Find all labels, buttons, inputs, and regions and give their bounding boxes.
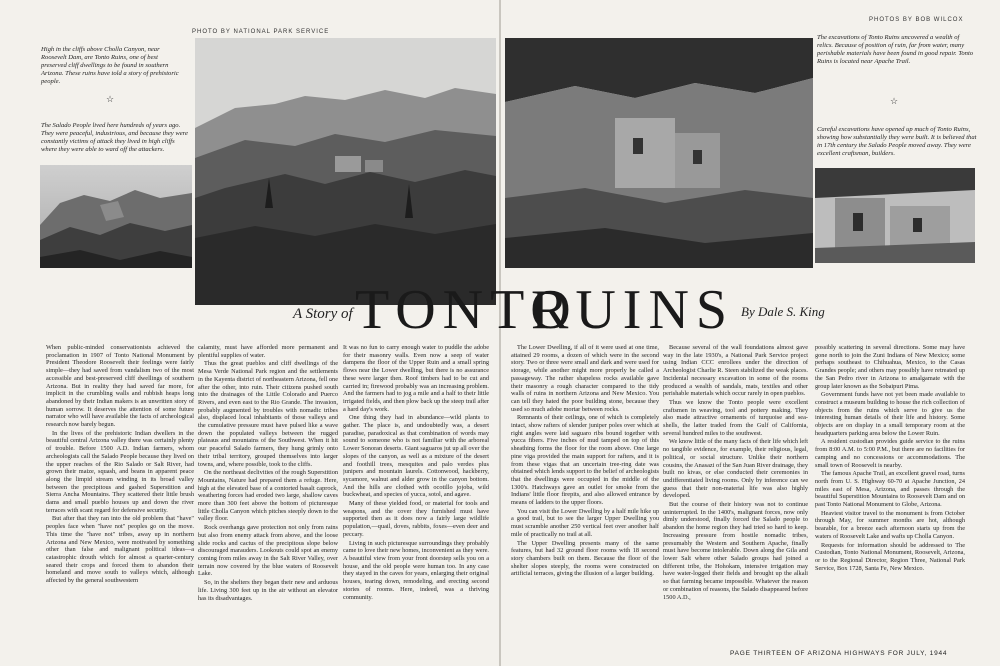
- cliff-ruins-photo-left: [195, 38, 496, 305]
- text-column-1: [46, 344, 194, 649]
- caption-careful-excavations: Careful excavations have opened up much of Tonto Ruins, showing how substantially they were built. It is believed that in 17th century the Salado People moved away. They were excellent craftsman, builders.: [817, 126, 977, 157]
- paragraph: But the course of their history was not to continue uninterrupted. In the 1400's, malignant forces, now only dimly understood, finally forced the Salado people to abandon the home region they had tried so hard to keep. Increasing pressure from hostile nomadic tribes, presumably the Western and Southern Apache, finally must have become intolerable. Down along the Gila and lower Salt where other Salado groups had joined a different tribe, the Hohokam, intensive irrigation may have water-logged their fields and brought up the alkali so that farming became impossible. Whatever the reason or combination of reasons, the Salado disappeared before 1500 A.D.,: [663, 501, 808, 601]
- text-column-3: [343, 344, 489, 649]
- paragraph: Rock overhangs gave protection not only from rains but also from enemy attack from above, and the loose slide rocks and cactus of the precipitous slope below discouraged marauders. Lookouts could spot an enemy coming from miles away in the Salt River Valley, over terrain now covered by the blue waters of Roosevelt Lake.: [198, 524, 338, 578]
- title-prefix: A Story of: [293, 306, 353, 322]
- paragraph: Living in such picturesque surroundings they probably came to love their new homes, inconvenient as they were. A beautiful view from your front doorstep sells you on a house, and the old people were human too. In any case they stayed in the caves for years, enlarging their original houses, tearing down, remodeling, and erecting second stories of rooms. Here, indeed, was a thriving community.: [343, 539, 489, 601]
- paragraph: Heaviest visitor travel to the monument is from October through May, for summer months are hot, although bearable, for a breeze each afternoon starts up from the waters of Roosevelt Lake and wafts up Cholla Canyon.: [815, 509, 965, 540]
- cliff-photo-small: [40, 165, 192, 268]
- paragraph: On the northeast declivities of the rough Superstition Mountains, Nature had prepared them a refuge. Here, high at the elevated base of a contorted basalt caprock, weathering forces had eroded two large, shallow caves more than 300 feet above the bottom of picturesque little Cholla Canyon which pitches steeply down to the valley floor.: [198, 469, 338, 523]
- paragraph: When public-minded conservationists achieved the proclamation in 1907 of Tonto National Monument by President Theodore Roosevelt their feelings were fairly simple—they had saved from vandalism two of the most accessible and best-preserved cliff dwellings of southern Arizona. But in reality they had saved far more, for implicit in the crumbling walls and rubbish heaps long abandoned by their Indian makers is an unwritten story of human sorrow. It deserves the attention of some future narrator who will have available the facts of archeological research now barely begun.: [46, 344, 194, 429]
- paragraph: Government funds have not yet been made available to construct a museum building to house the rich collection of objects from the ruins which serve to give us the interesting human details of their life and history. Some objects are on display in a small temporary room at the headquarters parking area below the Lower Ruin.: [815, 391, 965, 437]
- paragraph: The Lower Dwelling, if all of it were used at one time, attained 29 rooms, a dozen of which were in the second story. Two or three were small and dark and were used for storage, while another might more properly be called a passageway. The rather shapeless rocks available gave their masonry a rough character compared to the tidy walls of ruins in northern Arizona and New Mexico. You can tell they hated the poor building stone, because they used so much adobe mortar between rocks.: [511, 344, 659, 413]
- paragraph: So, in the shelters they began their new and arduous life. Living 300 feet up in the air without an elevator has its disadvantages.: [198, 579, 338, 602]
- paragraph: The famous Apache Trail, an excellent gravel road, turns north from U. S. Highway 60-70 at Apache Junction, 24 miles east of Mesa, Arizona, and passes through the beautiful Superstition Mountains to Roosevelt Dam and on past Tonto National Monument to Globe, Arizona.: [815, 470, 965, 509]
- paragraph: But after that they ran into the old problem that "have" peoples face when "have not" peoples go on the move. This time the "have not" tribes, away up in northern Arizona and New Mexico, were motivated by something other than false and malignant political ideas—a catastrophic drouth which for almost a quarter-century seared their crops and forced them to abandon their homeland and move south to valleys which, although affected by the general southwestern: [46, 515, 194, 585]
- paragraph: Thus we know the Tonto people were excellent craftsmen in weaving, tool and pottery making. They also made attractive ornaments of turquoise and sea-shells, the latter traded from the Gulf of California, several hundred miles to the southwest.: [663, 398, 808, 437]
- paragraph: calamity, must have afforded more permanent and plentiful supplies of water.: [198, 344, 338, 359]
- photo-credit-right: PHOTOS BY BOB WILCOX: [869, 17, 964, 23]
- author-byline: By Dale S. King: [741, 304, 825, 319]
- title-word-ruins: RUINS: [531, 279, 735, 341]
- text-column-5: [663, 344, 808, 649]
- caption-salado-people: The Salado People lived here hundreds of years ago. They were peaceful, industrious, and because they were constantly victims of attack they lived in high cliffs where they were able to ward off the attackers.: [41, 122, 188, 153]
- paragraph: One thing they had in abundance—wild plants to gather. The place is, and undoubtedly was, a desert paradise, paradoxical as that combination of words may sound to someone who is not familiar with the arboreal Lower Sonoran deserts. Giant saguaros jut up all over the slopes of the canyon, as well as a mixture of the desert and foothill trees, mesquites and palo verdes plus junipers and mountain laurels. Cottonwood, hackberry, sycamore, walnut and alder grow in the canyon bottom. And the hills are clothed with ocotillo jojoba, wild buckwheat, and species of yucca, sotol, and agave.: [343, 414, 489, 499]
- star-ornament-icon: ☆: [890, 96, 899, 106]
- paragraph: Thus the great pueblos and cliff dwellings of the Mesa Verde National Park region and the settlements in the Kayenta district of northeastern Arizona, fell one after the other, into ruin. Their citizens pushed south into the drainages of the Little Colorado and Puerco Rivers, and even east to the Rio Grande. The invasion, probably augmented by troubles with nomadic tribes also, displaced local inhabitants of those valleys and the cumulative pressure must have pulsed like a wave down the populated valleys between the rugged plateaus and mountains of the Southwest. When it hit our peaceful Salado farmers, they hung grimly onto their tribal territory, grouped themselves into larger towns, and, where possible, took to the cliffs.: [198, 360, 338, 468]
- paragraph: Because several of the wall foundations almost gave way in the late 1930's, a National Park Service project using Indian CCC enrollees under the direction of Archeologist Charlie R. Steen stabilized the weak places. Incidental necessary excavation in some of the rooms produced a wealth of sandals, mats, textiles and other perishable materials which occur rarely in open pueblos.: [663, 344, 808, 398]
- ruin-walls-photo-small: [815, 168, 975, 263]
- paragraph: You can visit the Lower Dwelling by a half mile hike up a good trail, but to see the larger Upper Dwelling you must scramble another 250 vertical feet over another half mile of practically no trail at all.: [511, 507, 659, 538]
- text-column-2: [198, 344, 338, 649]
- paragraph: In the lives of the prehistoric Indian dwellers in the beautiful central Arizona valley there was certainly plenty of trouble. Before 1500 A.D. Indian farmers, whom archeologists call the Salado People because they lived on the upper reaches of the Rio Salado or Salt River, had grown their maize, squash, and beans in apparent peace along the limpid stream winding in its broad valley between the precipitous and gashed Superstition and Sierra Ancha Mountains. They scattered their little brush dams and small pueblo houses up and down the river terraces with scant regard for defensive security.: [46, 429, 194, 514]
- caption-excavations: The excavations of Tonto Ruins uncovered a wealth of relics. Because of position of ruin, far from water, many perishable materials have been found in good repair. Tonto Ruins is located near Apache Trail.: [817, 34, 974, 65]
- caption-cliffs: High in the cliffs above Cholla Canyon, near Roosevelt Dam, are Tonto Ruins, one of best preserved cliff dwellings to be found in southern Arizona. These ruins have told a story of prehistoric people.: [41, 46, 179, 85]
- star-ornament-icon: ☆: [106, 94, 115, 104]
- photo-credit-left: PHOTO BY NATIONAL PARK SERVICE: [192, 29, 330, 35]
- title-word-tonto: TONTO: [355, 279, 578, 341]
- paragraph: A resident custodian provides guide service to the ruins from 8:00 A.M. to 5:00 P.M., but there are no facilities for camping and no concessions or accommodations. The small town of Roosevelt is nearby.: [815, 438, 965, 469]
- paragraph: Remnants of their ceilings, one of which is completely intact, show rafters of slender juniper poles over which at right angles were laid saguaro ribs bound together with yucca fibers. Five inches of mud tamped on top of this sheathing forms the floor for the room above. One large pine viga provided the main support for rafters, and it is from these vigas that an uncertain tree-ring date was obtained which lends support to the belief of archeologists that the dwellings were occupied in the middle of the 1300's. Hatchways gave an outlet for smoke from the Indians' little floor firepits, and also allowed entrance by means of ladders to the upper floors.: [511, 414, 659, 507]
- paragraph: It was no fun to carry enough water to puddle the adobe for their masonry walls. Even now a seep of water dampens the floor of the Upper Ruin and a small spring flows near the Lower dwelling, but there is no assurance these were larger then. Roof timbers had to be cut and carried in; firewood probably was an increasing problem. And the farmers had to jog a mile and a half to their little irrigated fields, and then plow back up the steep trail after a hard day's work.: [343, 344, 489, 413]
- paragraph: We know little of the many facts of their life which left no tangible evidence, for example, their religious, legal, political, or social structure. Unlike their northern cousins, the Anasazi of the San Juan River drainage, they built no kivas, or else conducted their ceremonies in undifferentiated living rooms. Only by inference can we guess that their non-material life was also highly developed.: [663, 438, 808, 500]
- text-column-6: [815, 344, 965, 640]
- paragraph: Many of these yielded food, or material for tools and weapons, and the cover they furnished must have supported then as it does now a fairly large wildlife population,—quail, doves, rabbits, foxes—even deer and peccary.: [343, 500, 489, 538]
- paragraph: possibly scattering in several directions. Some may have gone north to join the Zuni Indians of New Mexico; some perhaps southeast to Chihuahua, Mexico, to the Casas Grandes people; and others may possibly have retreated up the San Pedro river in Arizona to amalgamate with the group later known as the Sobaipuri Pima.: [815, 344, 965, 390]
- paragraph: The Upper Dwelling presents many of the same features, but had 32 ground floor rooms with 18 second story chambers built on them. Because the floor of the shelter slopes steeply, the rooms were constructed on artificial terraces, giving the illusion of a larger building.: [511, 539, 659, 578]
- paragraph: Requests for information should be addressed to The Custodian, Tonto National Monument, Roosevelt, Arizona, or to the Regional Director, Region Three, National Park Service, Box 1728, Santa Fe, New Mexico.: [815, 541, 965, 572]
- page-footer: PAGE THIRTEEN OF ARIZONA HIGHWAYS FOR JULY, 1944: [730, 650, 948, 657]
- cliff-dwelling-photo-right: [505, 38, 813, 268]
- text-column-4: [511, 344, 659, 649]
